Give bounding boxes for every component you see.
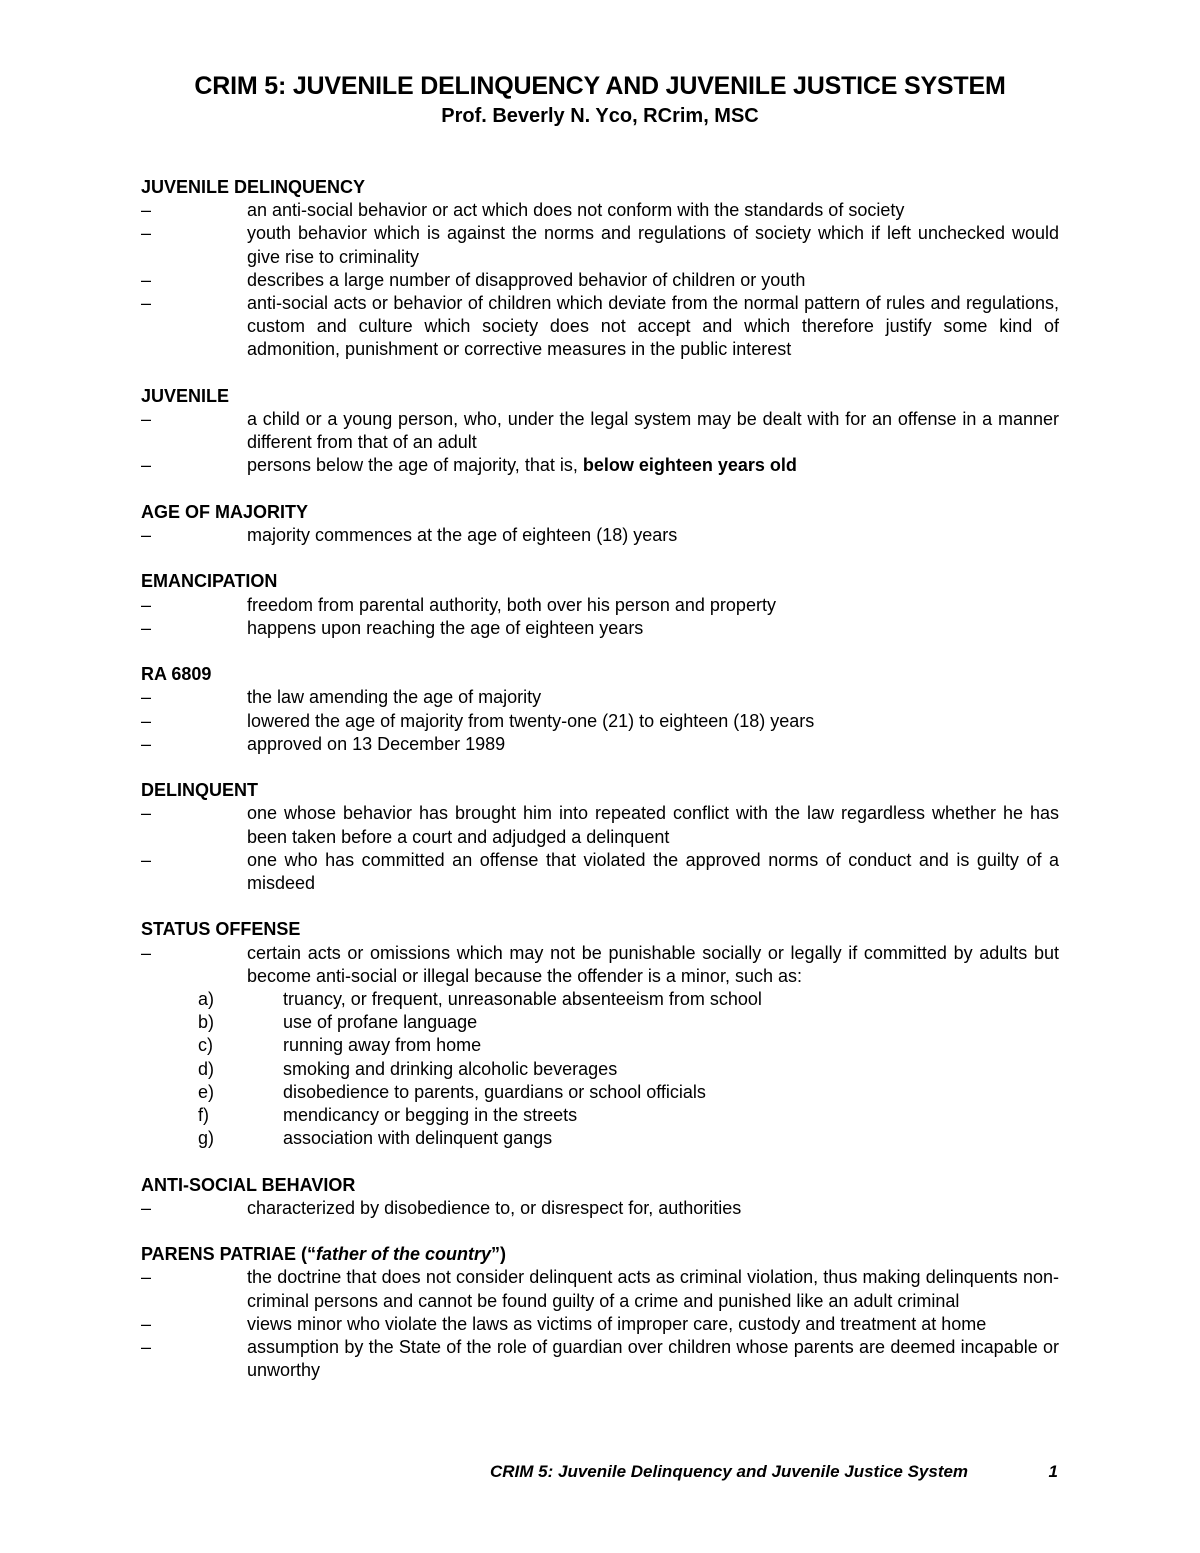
bullet-dash: – xyxy=(141,525,152,546)
sublist-item xyxy=(141,1058,1059,1081)
section-heading-text: RA 6809 xyxy=(141,664,212,685)
section-heading-text: EMANCIPATION xyxy=(141,571,278,592)
section xyxy=(141,501,1059,547)
item-text: a child or a young person, who, under the legal system may be dealt with for an offense in a manner different from that of an adult xyxy=(247,409,1059,453)
sublist-text: mendicancy or begging in the streets xyxy=(283,1105,578,1126)
list-item xyxy=(141,1266,1059,1312)
item-text: the law amending the age of majority xyxy=(247,687,542,708)
document-author: Prof. Beverly N. Yco, RCrim, MSC xyxy=(441,105,759,127)
list-item xyxy=(141,269,1059,292)
bullet-dash: – xyxy=(141,733,152,754)
list-item xyxy=(141,524,1059,547)
item-text: anti-social acts or behavior of children which deviate from the normal pattern of rules and regulations, custom and culture which society does not accept and which therefore justify some kind of admonition, punishment or corrective measures in the public interest xyxy=(247,293,1059,360)
item-text: youth behavior which is against the norms and regulations of society which if left unchecked would give rise to criminality xyxy=(247,223,1059,267)
bullet-dash: – xyxy=(141,687,152,708)
section xyxy=(141,918,1059,1150)
bullet-dash: – xyxy=(141,849,152,870)
item-text: the doctrine that does not consider delinquent acts as criminal violation, thus making delinquents non-criminal persons and cannot be found guilty of a crime and punished like an adult criminal xyxy=(247,1267,1059,1311)
list-item xyxy=(141,222,1059,268)
list-item xyxy=(141,292,1059,362)
sublist-label: b) xyxy=(198,1012,215,1033)
item-text: one who has committed an offense that violated the approved norms of conduct and is guilty of a misdeed xyxy=(247,849,1059,894)
item-text: happens upon reaching the age of eighteen years xyxy=(247,617,644,638)
bullet-dash: – xyxy=(141,1267,152,1288)
item-text: describes a large number of disapproved behavior of children or youth xyxy=(247,269,806,290)
bullet-dash: – xyxy=(141,710,152,731)
list-item xyxy=(141,1197,1059,1220)
list-item xyxy=(141,594,1059,617)
list-item-text xyxy=(247,1197,1059,1220)
item-text: freedom from parental authority, both over his person and property xyxy=(247,594,776,615)
list-item-text xyxy=(247,617,1059,640)
bullet-dash: – xyxy=(141,455,152,476)
sublist-item xyxy=(141,988,1059,1011)
section-heading xyxy=(141,176,1059,199)
sublist-label: c) xyxy=(198,1035,213,1056)
footer-title: CRIM 5: Juvenile Delinquency and Juvenile Justice System xyxy=(490,1462,969,1481)
bullet-dash: – xyxy=(141,942,152,963)
sublist-label: f) xyxy=(198,1105,209,1126)
section-heading xyxy=(141,1243,1059,1266)
bullet-dash: – xyxy=(141,617,152,638)
item-text: characterized by disobedience to, or disrespect for, authorities xyxy=(247,1197,742,1218)
sublist-label: d) xyxy=(198,1058,215,1079)
list-item-text xyxy=(247,524,1059,547)
list-item-text xyxy=(247,849,1059,895)
section-heading-text: ANTI-SOCIAL BEHAVIOR xyxy=(141,1174,356,1195)
sublist-label: g) xyxy=(198,1128,215,1149)
sublist-item xyxy=(141,1127,1059,1150)
sublist-text: disobedience to parents, guardians or school officials xyxy=(283,1081,706,1102)
bullet-dash: – xyxy=(141,594,152,615)
list-item-text xyxy=(247,594,1059,617)
list-item-text xyxy=(247,199,1059,222)
sublist-label: e) xyxy=(198,1081,215,1102)
list-item xyxy=(141,1313,1059,1336)
section-heading-text: JUVENILE DELINQUENCY xyxy=(141,177,366,197)
list-item xyxy=(141,733,1059,756)
list-item xyxy=(141,802,1059,848)
document-body xyxy=(141,176,1059,1406)
item-text: one whose behavior has brought him into repeated conflict with the law regardless whether he has been taken before a court and adjudged a delinquent xyxy=(247,803,1059,847)
section xyxy=(141,176,1059,362)
sublist-item xyxy=(141,1034,1059,1057)
item-text: lowered the age of majority from twenty-one (21) to eighteen (18) years xyxy=(247,710,815,731)
list-item xyxy=(141,408,1059,454)
list-item-text xyxy=(247,686,1059,709)
section-heading xyxy=(141,779,1059,802)
item-text: certain acts or omissions which may not be punishable socially or legally if committed by adults but become anti-social or illegal because the offender is a minor, such as: xyxy=(247,942,1059,986)
bullet-dash: – xyxy=(141,200,152,221)
item-text: assumption by the State of the role of guardian over children whose parents are deemed incapable or unworthy xyxy=(247,1337,1059,1381)
section xyxy=(141,779,1059,895)
list-item-text xyxy=(247,408,1059,454)
list-item-text xyxy=(247,454,1059,477)
section-heading xyxy=(141,1174,1059,1197)
section-heading-end: ”) xyxy=(491,1244,507,1265)
item-emphasis: below eighteen years old xyxy=(582,455,797,476)
bullet-dash: – xyxy=(141,803,152,824)
document-title: CRIM 5: JUVENILE DELINQUENCY AND JUVENILE JUSTICE SYSTEM xyxy=(194,72,1006,100)
list-item xyxy=(141,1336,1059,1382)
section-heading-text: AGE OF MAJORITY xyxy=(141,501,309,522)
sublist-text: use of profane language xyxy=(283,1012,478,1033)
sublist-text: running away from home xyxy=(283,1035,482,1056)
section-heading xyxy=(141,663,1059,686)
section xyxy=(141,663,1059,756)
section-heading-text: JUVENILE xyxy=(141,385,230,406)
sublist-text: association with delinquent gangs xyxy=(283,1128,553,1149)
list-item-text xyxy=(247,802,1059,848)
section xyxy=(141,1243,1059,1382)
bullet-dash: – xyxy=(141,1197,152,1218)
page-number: 1 xyxy=(1048,1462,1058,1481)
list-item-text xyxy=(247,710,1059,733)
section-heading-text: PARENS PATRIAE (“ xyxy=(141,1244,317,1265)
list-item xyxy=(141,199,1059,222)
list-item-text xyxy=(247,1336,1059,1382)
item-text: approved on 13 December 1989 xyxy=(247,733,506,754)
list-item-text xyxy=(247,942,1059,988)
list-item-text xyxy=(247,733,1059,756)
item-text: persons below the age of majority, that is, xyxy=(247,455,583,476)
section xyxy=(141,570,1059,640)
bullet-dash: – xyxy=(141,223,152,244)
sublist-item xyxy=(141,1011,1059,1034)
list-item-text xyxy=(247,292,1059,362)
bullet-dash: – xyxy=(141,409,152,430)
section xyxy=(141,385,1059,478)
list-item xyxy=(141,710,1059,733)
list-item xyxy=(141,617,1059,640)
sublist-text: truancy, or frequent, unreasonable absenteeism from school xyxy=(283,989,762,1010)
sublist-item xyxy=(141,1104,1059,1127)
list-item-text xyxy=(247,269,1059,292)
list-item-text xyxy=(247,1313,1059,1336)
sublist-text: smoking and drinking alcoholic beverages xyxy=(283,1058,618,1079)
section-heading xyxy=(141,570,1059,593)
bullet-dash: – xyxy=(141,1313,152,1334)
section xyxy=(141,1174,1059,1220)
list-item xyxy=(141,686,1059,709)
sublist-item xyxy=(141,1081,1059,1104)
section-heading-italic: father of the country xyxy=(316,1244,492,1265)
section-heading xyxy=(141,918,1059,941)
list-item xyxy=(141,942,1059,988)
section-heading-text: DELINQUENT xyxy=(141,780,258,801)
list-item xyxy=(141,454,1059,477)
sublist-label: a) xyxy=(198,989,215,1010)
list-item xyxy=(141,849,1059,895)
list-item-text xyxy=(247,222,1059,268)
section-heading-text: STATUS OFFENSE xyxy=(141,919,301,940)
bullet-dash: – xyxy=(141,293,152,314)
bullet-dash: – xyxy=(141,269,152,290)
bullet-dash: – xyxy=(141,1337,152,1358)
item-text: views minor who violate the laws as victims of improper care, custody and treatment at home xyxy=(247,1313,987,1334)
list-item-text xyxy=(247,1266,1059,1312)
section-heading xyxy=(141,501,1059,524)
item-text: majority commences at the age of eighteen (18) years xyxy=(247,525,678,546)
item-text: an anti-social behavior or act which does not conform with the standards of society xyxy=(247,200,905,221)
section-heading xyxy=(141,385,1059,408)
